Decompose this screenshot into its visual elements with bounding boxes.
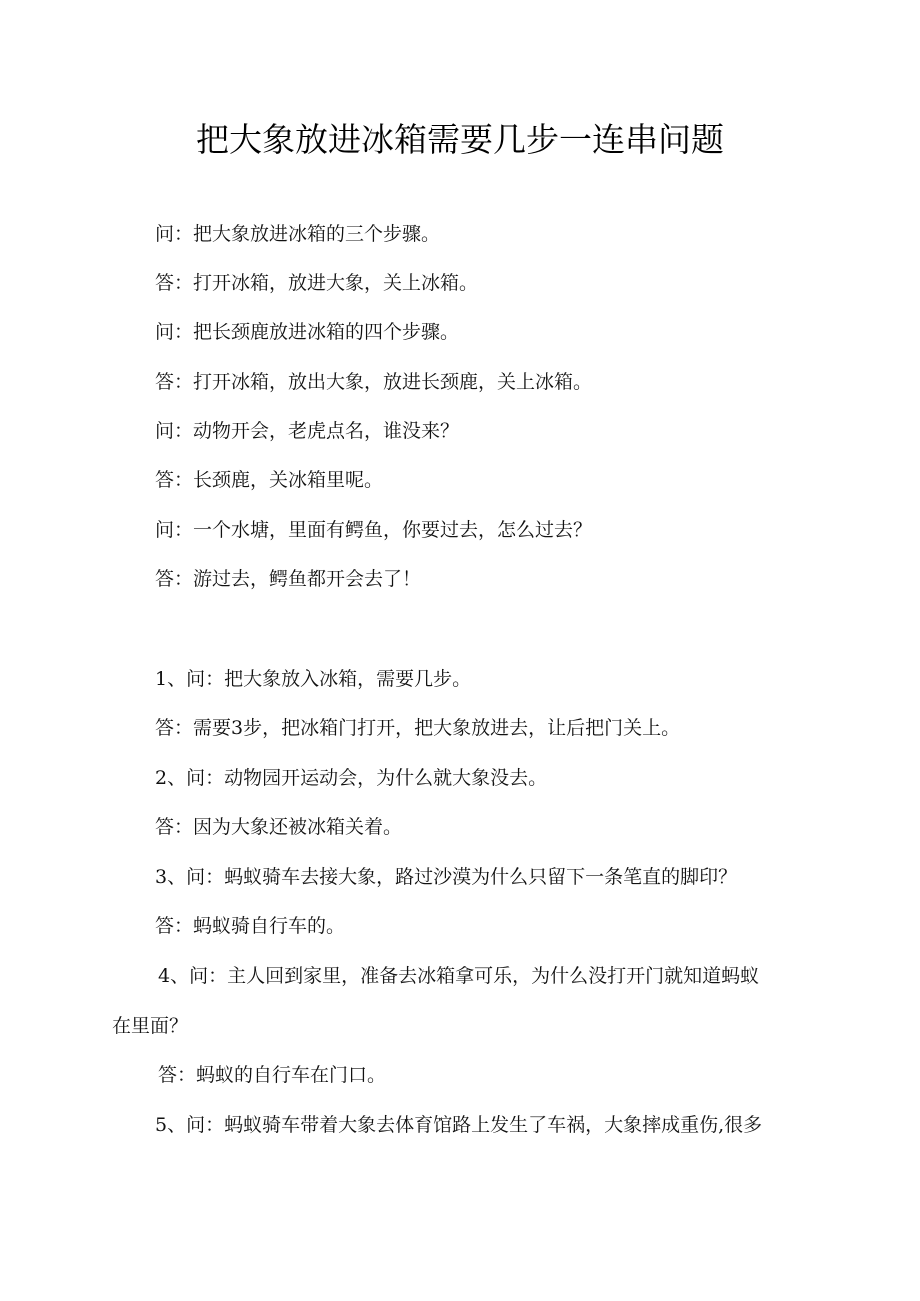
- numbered-line: 3、问：蚂蚁骑车去接大象，路过沙漠为什么只留下一条笔直的脚印？: [155, 866, 738, 888]
- numbered-line: 答：需要3步，把冰箱门打开，把大象放进去，让后把门关上。: [155, 717, 681, 739]
- dialogue-line: 答：打开冰箱，放进大象，关上冰箱。: [155, 272, 479, 294]
- numbered-line: 答：蚂蚁骑自行车的。: [155, 915, 346, 937]
- numbered-line: 2、问：动物园开运动会，为什么就大象没去。: [155, 767, 548, 789]
- dialogue-line: 答：打开冰箱，放出大象，放进长颈鹿，关上冰箱。: [155, 371, 593, 393]
- dialogue-line: 答：游过去，鳄鱼都开会去了！: [155, 568, 422, 590]
- dialogue-line: 答：长颈鹿，关冰箱里呢。: [155, 469, 384, 491]
- numbered-line: 答：蚂蚁的自行车在门口。: [158, 1064, 387, 1086]
- numbered-line: 4、问：主人回到家里，准备去冰箱拿可乐，为什么没打开门就知道蚂蚁: [158, 965, 760, 987]
- dialogue-line: 问：把大象放进冰箱的三个步骤。: [155, 223, 441, 245]
- numbered-line: 5、问：蚂蚁骑车带着大象去体育馆路上发生了车祸，大象摔成重伤,很多: [155, 1114, 763, 1136]
- page-title: 把大象放进冰箱需要几步一连串问题: [196, 120, 724, 159]
- numbered-line: 答：因为大象还被冰箱关着。: [155, 816, 403, 838]
- dialogue-line: 问：把长颈鹿放进冰箱的四个步骤。: [155, 321, 460, 343]
- dialogue-line: 问：动物开会，老虎点名，谁没来？: [155, 420, 460, 442]
- dialogue-line: 问：一个水塘，里面有鳄鱼，你要过去，怎么过去？: [155, 519, 593, 541]
- numbered-line: 1、问：把大象放入冰箱，需要几步。: [155, 668, 472, 690]
- numbered-line-continuation: 在里面？: [112, 1015, 189, 1037]
